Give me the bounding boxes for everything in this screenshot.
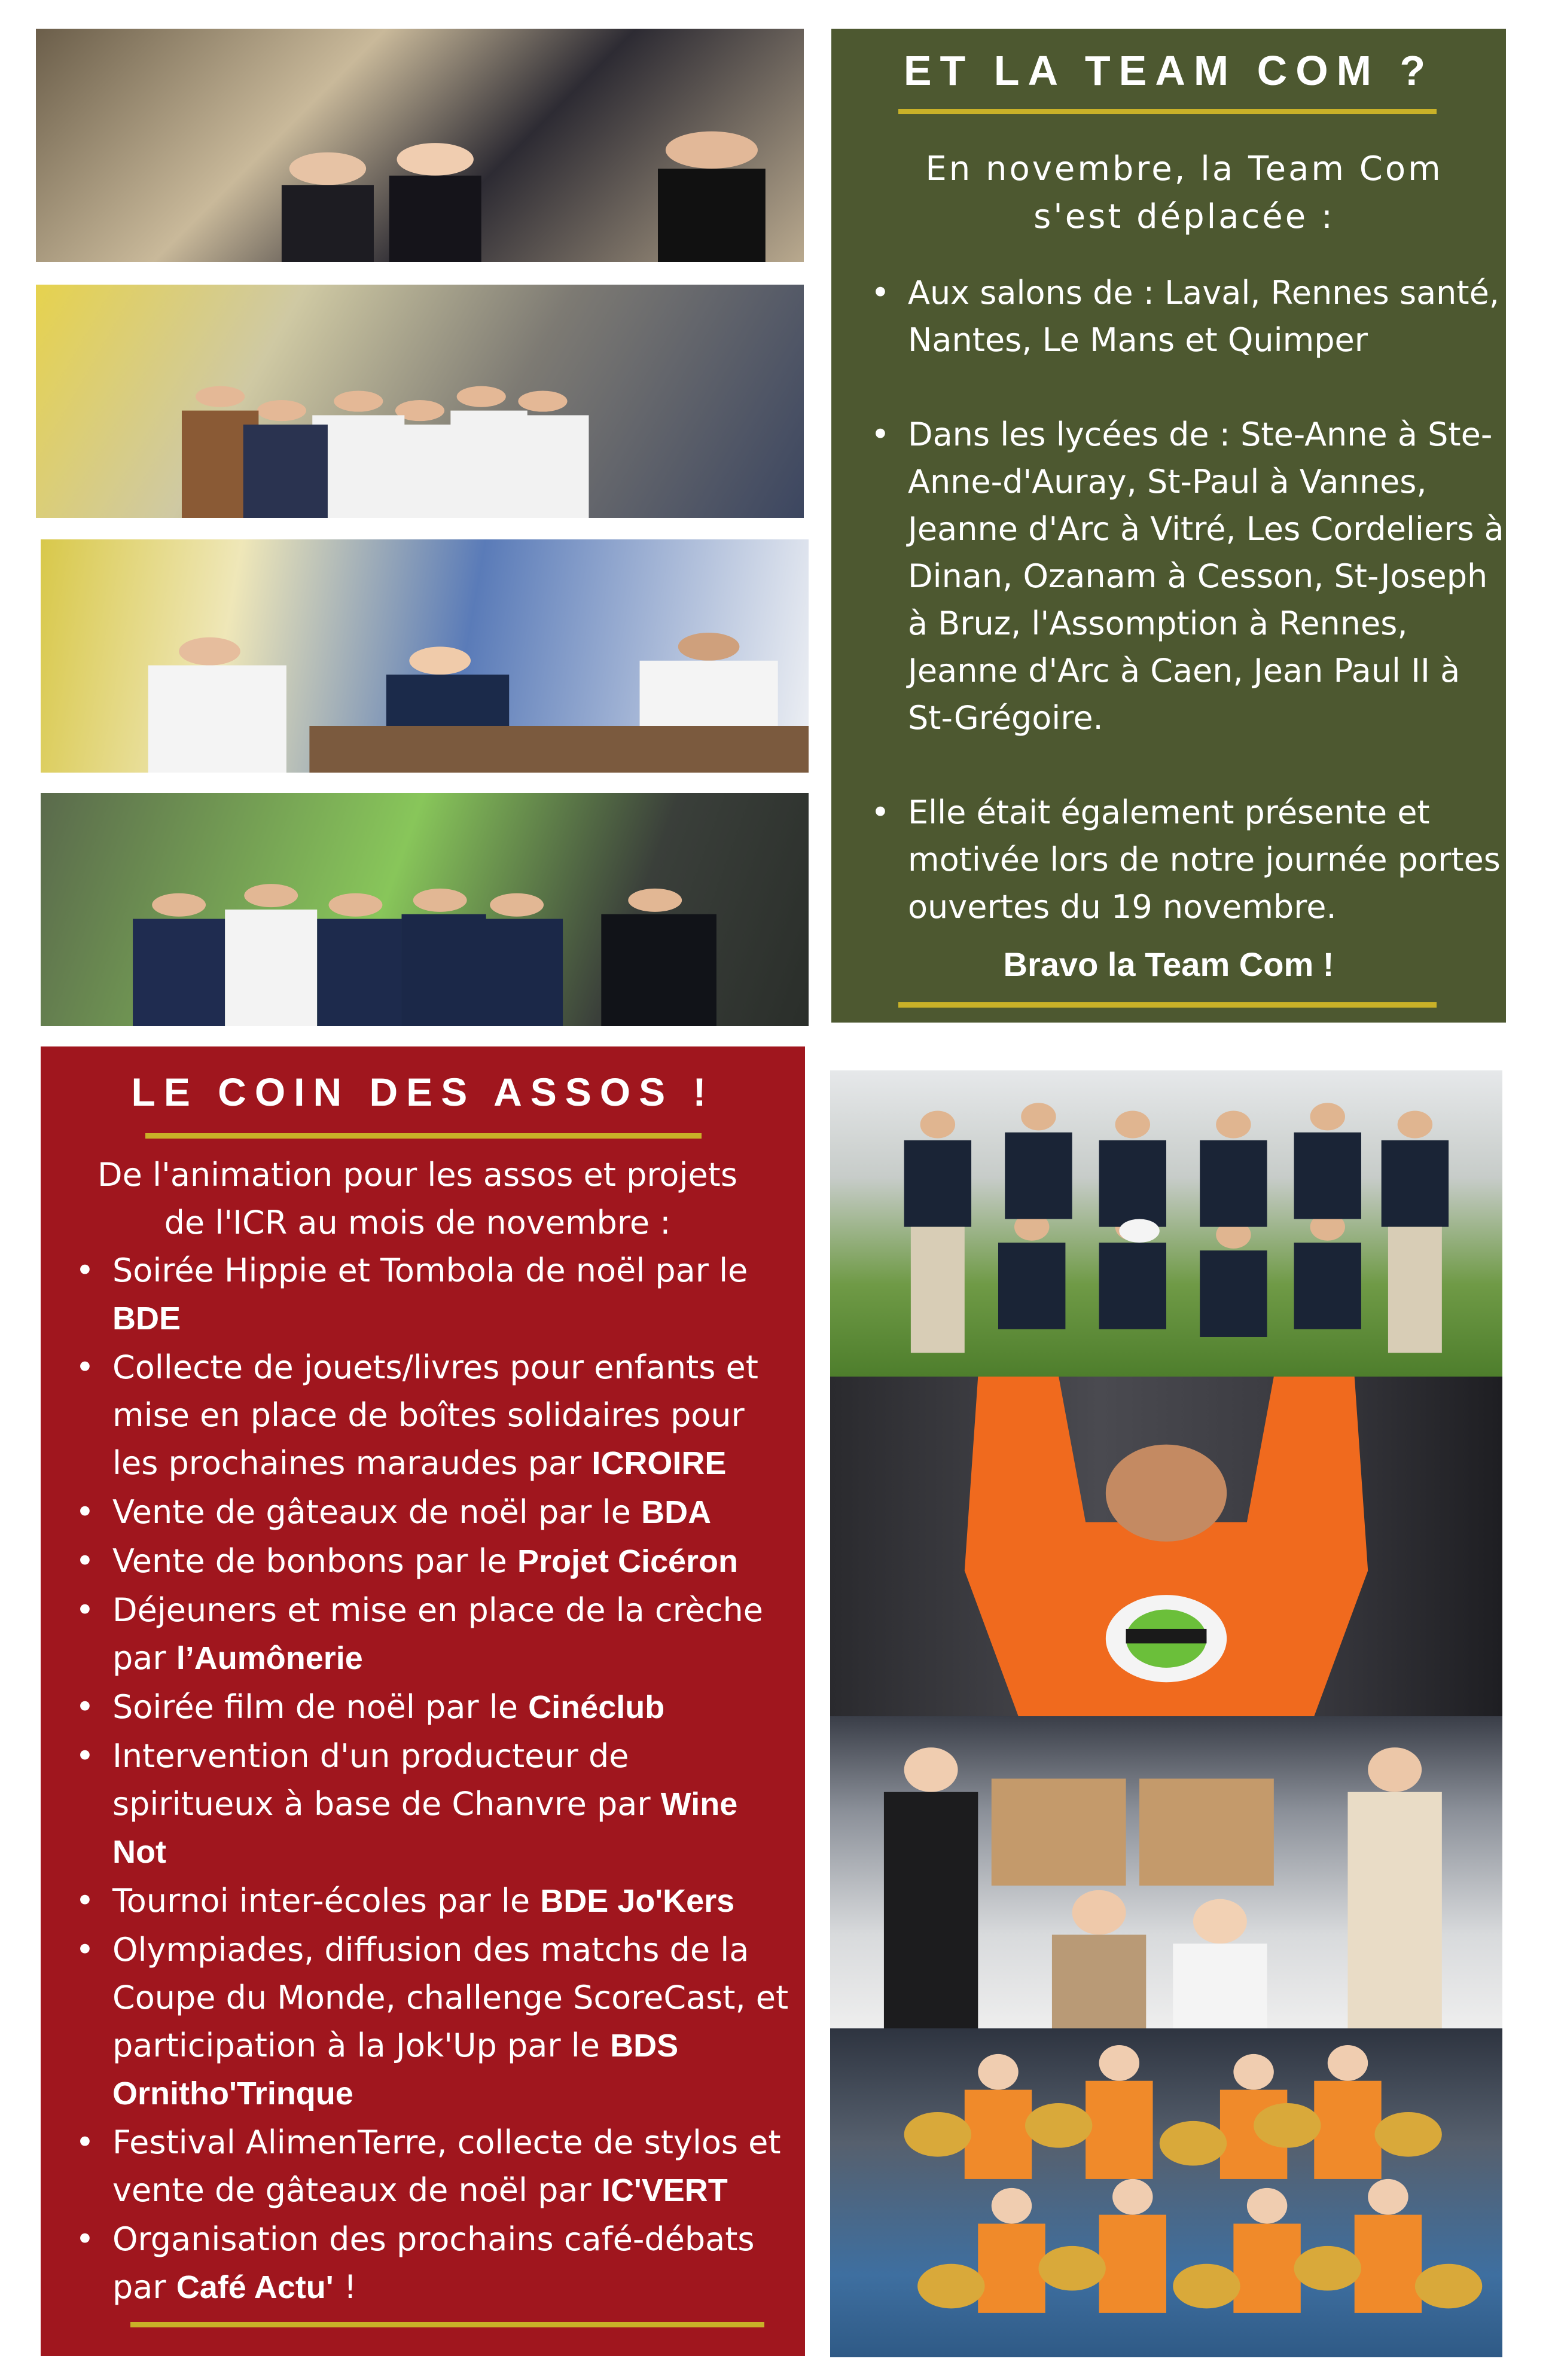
photo-students-at-stand [41, 539, 809, 773]
list-item: • Intervention d'un producteur de spiritueux à base de Chanvre par Wine Not [112, 1732, 794, 1876]
list-item: • Soirée Hippie et Tombola de noël par le BDE [112, 1247, 794, 1342]
team-com-bottom-rule [898, 1002, 1437, 1008]
list-item: • Elle était également présente et motivée lors de notre journée portes ouvertes du 19 novembre. [908, 789, 1506, 930]
assos-panel [41, 1046, 805, 2356]
team-com-list [908, 269, 1506, 978]
list-item: • Olympiades, diffusion des matchs de la Coupe du Monde, challenge ScoreCast, et participation à la Jok'Up par le BDS Ornitho'Trinque [112, 1926, 794, 2117]
photo-team-group [41, 793, 809, 1026]
list-item: • Festival AlimenTerre, collecte de stylos et vente de gâteaux de noël par IC'VERT [112, 2119, 794, 2214]
assos-intro: De l'animation pour les assos et projets de l'ICR au mois de novembre : [97, 1156, 737, 1241]
assos-title-rule [145, 1133, 702, 1139]
list-item: • Tournoi inter-écoles par le BDE Jo'Kers [112, 1877, 794, 1925]
list-item: • Soirée film de noël par le Cinéclub [112, 1683, 794, 1731]
assos-list [112, 1247, 794, 2312]
assos-bottom-rule [130, 2322, 764, 2327]
team-com-panel [831, 29, 1506, 1023]
list-item: • Dans les lycées de : Ste-Anne à Ste-Anne-d'Auray, St-Paul à Vannes, Jeanne d'Arc à Vitré, Les Cordeliers à Dinan, Ozanam à Cesson, St-Joseph à Bruz, l'Assomption à Rennes, Jeanne d'Arc à Caen, Jean Paul II à St-Grégoire. [908, 411, 1506, 742]
list-item: • Aux salons de : Laval, Rennes santé, Nantes, Le Mans et Quimper [908, 269, 1506, 364]
photo-students-at-fair-2 [36, 285, 804, 518]
photo-football-team [830, 1070, 1502, 1377]
list-item: • Collecte de jouets/livres pour enfants et mise en place de boîtes solidaires pour les prochaines maraudes par ICROIRE [112, 1344, 794, 1487]
photo-cheerleaders [830, 2028, 1502, 2357]
team-com-title-rule [898, 109, 1437, 114]
list-item: • Vente de bonbons par le Projet Cicéron [112, 1537, 794, 1585]
list-item: • Organisation des prochains café-débats par Café Actu' ! [112, 2216, 794, 2311]
photo-students-at-fair-1 [36, 29, 804, 262]
assos-title: LE COIN DES ASSOS ! [131, 1070, 715, 1114]
list-item: • Vente de gâteaux de noël par le BDA [112, 1488, 794, 1536]
photo-bde-jokers-hoodie [830, 1377, 1502, 1716]
photo-toy-collection-boxes [830, 1716, 1502, 2028]
team-com-closing: Bravo la Team Com ! [1003, 945, 1334, 983]
list-item: • Déjeuners et mise en place de la crèche par l’Aumônerie [112, 1586, 794, 1682]
team-com-title: ET LA TEAM COM ? [903, 47, 1434, 94]
team-com-intro: En novembre, la Team Com s'est déplacée : [925, 149, 1443, 236]
